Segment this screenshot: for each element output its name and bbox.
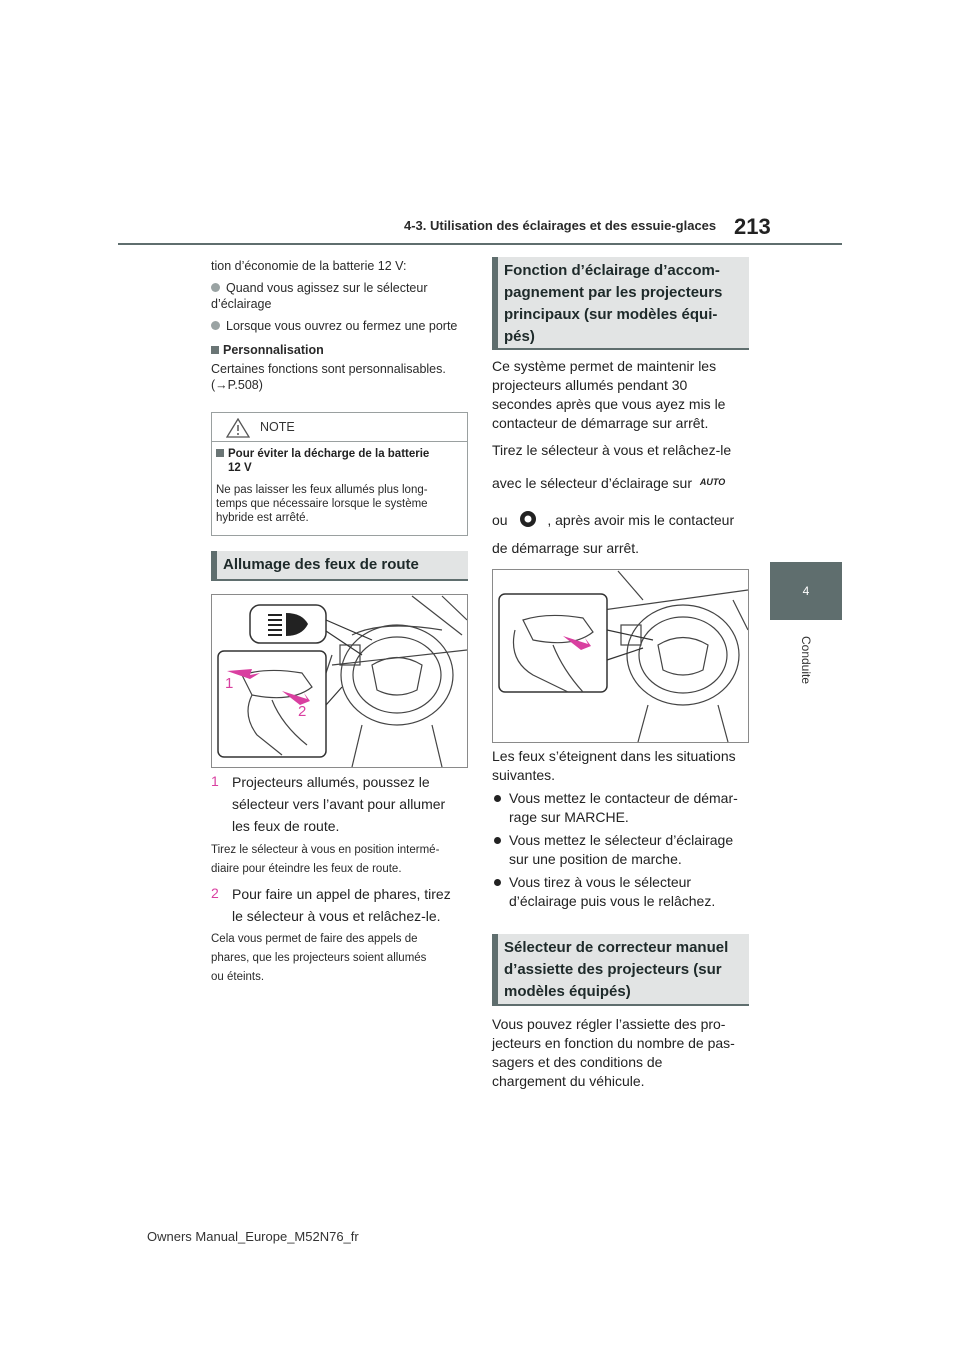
auto-symbol-icon: AUTO bbox=[699, 477, 726, 487]
figure-label-2: 2 bbox=[298, 703, 307, 720]
figure-label-1: 1 bbox=[225, 675, 234, 692]
step-number: 2 bbox=[211, 885, 219, 901]
headlight-on-icon bbox=[517, 510, 539, 528]
high-beam-figure bbox=[211, 594, 468, 768]
square-bullet-icon bbox=[211, 346, 219, 354]
section-heading: Fonction d’éclairage d’accom- pagnement par les projecteurs principaux (sur modèles équi- pés) bbox=[492, 257, 749, 350]
page-number: 213 bbox=[734, 214, 771, 239]
step-number: 1 bbox=[211, 773, 219, 789]
list-item: Vous mettez le contacteur de démar- rage sur MARCHE. bbox=[492, 789, 738, 827]
bullet-item: Quand vous agissez sur le sélecteur d’éclairage bbox=[211, 281, 428, 311]
paragraph-line: de démarrage sur arrêt. bbox=[492, 540, 640, 556]
steering-wheel-illustration bbox=[493, 570, 748, 742]
steering-wheel-illustration bbox=[212, 595, 467, 767]
warning-icon bbox=[226, 418, 250, 438]
intro-text: tion d’économie de la batterie 12 V: bbox=[211, 259, 407, 273]
step-note: Tirez le sélecteur à vous en position intermé- diaire pour éteindre les feux de route. bbox=[211, 844, 440, 875]
square-bullet-icon bbox=[216, 449, 224, 457]
note-text: Ne pas laisser les feux allumés plus long- temps que nécessaire lorsque le système hybride est arrêté. bbox=[216, 484, 428, 524]
chapter-tab bbox=[770, 562, 842, 620]
follow-me-figure bbox=[492, 569, 749, 743]
paragraph: Ce système permet de maintenir les projecteurs allumés pendant 30 secondes après que vous ayez mis le contacteur de démarrage sur arrêt. bbox=[492, 358, 726, 431]
paragraph-line: avec le sélecteur d’éclairage sur $^{AUTO}$ bbox=[492, 475, 726, 491]
perso-line: Certaines fonctions sont personnalisables. bbox=[211, 362, 446, 376]
paragraph: Vous pouvez régler l’assiette des pro- jecteurs en fonction du nombre de pas- sagers et des conditions de chargement du véhicule. bbox=[492, 1016, 735, 1089]
step-text: Pour faire un appel de phares, tirez le sélecteur à vous et relâchez-le. bbox=[232, 886, 451, 924]
bullet-dot-icon bbox=[494, 879, 501, 886]
list-item: Vous mettez le sélecteur d’éclairage sur une position de marche. bbox=[492, 831, 733, 869]
note-subtitle: Pour éviter la décharge de la batterie 12 V bbox=[216, 447, 429, 475]
note-title: NOTE bbox=[260, 420, 295, 434]
section-title: 4-3. Utilisation des éclairages et des essuie-glaces bbox=[404, 218, 717, 233]
bullet-dot-icon bbox=[494, 795, 501, 802]
list-item: Vous tirez à vous le sélecteur d’éclairage puis vous le relâchez. bbox=[492, 873, 715, 911]
paragraph: Les feux s’éteignent dans les situations suivantes. bbox=[492, 748, 736, 783]
bullet-dot-icon bbox=[211, 283, 220, 292]
chapter-number: 4 bbox=[802, 584, 810, 598]
section-heading: Allumage des feux de route bbox=[211, 551, 468, 581]
perso-ref: (→P.508) bbox=[211, 378, 263, 392]
perso-title: Personnalisation bbox=[211, 342, 324, 358]
bullet-dot-icon bbox=[211, 321, 220, 330]
paragraph-line: Tirez le sélecteur à vous et relâchez-le bbox=[492, 442, 732, 458]
step-note: Cela vous permet de faire des appels de phares, que les projecteurs soient allumés ou éteints. bbox=[211, 933, 427, 983]
header-rule bbox=[118, 243, 842, 245]
step-text: Projecteurs allumés, poussez le sélecteur vers l’avant pour allumer les feux de route. bbox=[232, 774, 446, 834]
chapter-label: Conduite bbox=[798, 635, 813, 685]
bullet-dot-icon bbox=[494, 837, 501, 844]
section-heading: Sélecteur de correcteur manuel d’assiette des projecteurs (sur modèles équipés) bbox=[492, 934, 749, 1006]
footer-text: Owners Manual_Europe_M52N76_fr bbox=[147, 1229, 359, 1244]
paragraph-line: ou , après avoir mis le contacteur bbox=[492, 512, 735, 528]
note-header bbox=[212, 413, 467, 442]
bullet-item: Lorsque vous ouvrez ou fermez une porte bbox=[211, 318, 471, 334]
note-box bbox=[211, 412, 468, 536]
